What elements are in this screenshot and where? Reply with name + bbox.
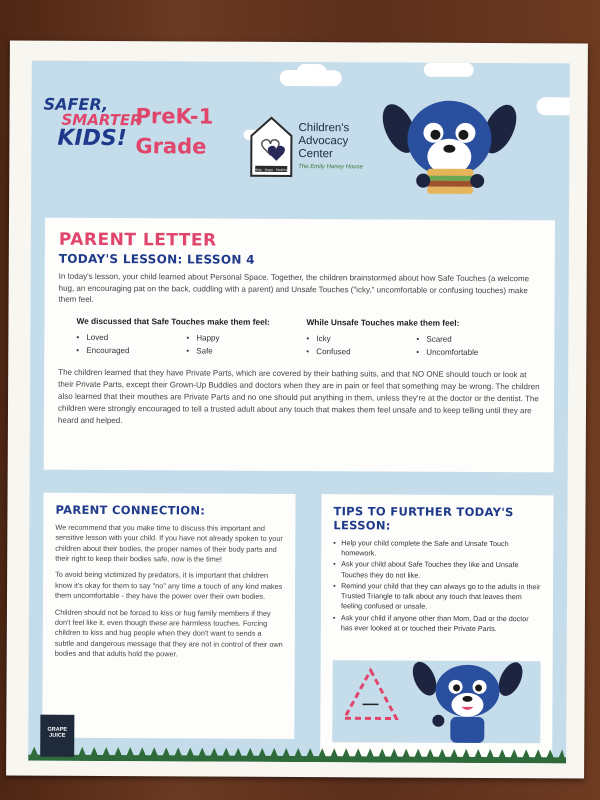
list-item: • Help your child complete the Safe and Unsafe Touch homework. xyxy=(333,538,541,560)
tips-panel xyxy=(320,494,553,763)
grass-border xyxy=(28,741,566,764)
cloud-icon xyxy=(297,64,327,80)
list-item: • Encouraged xyxy=(76,344,186,357)
cloud-icon xyxy=(424,63,474,77)
safe-list-1 xyxy=(76,332,186,358)
unsafe-list-1 xyxy=(306,333,416,359)
safer-smarter-kids-logo: SAFER, SMARTER KIDS! xyxy=(43,94,142,152)
tips-list xyxy=(333,538,541,634)
org-name: Children's Advocacy Center The Emily Haney House xyxy=(298,122,363,170)
printed-sheet xyxy=(6,40,588,778)
trusted-triangle-illustration xyxy=(332,660,540,743)
lesson-heading: TODAY'S LESSON: LESSON 4 xyxy=(58,251,255,267)
house-logo-icon xyxy=(249,116,293,178)
list-item: • Icky xyxy=(306,333,416,346)
safe-touches-column: We discussed that Safe Touches make them feel: • Loved • Encouraged • Happy • Safe xyxy=(76,316,306,359)
unsafe-list-2 xyxy=(416,333,526,359)
feelings-columns xyxy=(58,316,540,360)
triangle-and-dog-icon xyxy=(332,660,540,743)
list-item: • Scared xyxy=(416,333,526,346)
list-item: • Safe xyxy=(186,345,296,358)
list-item: • Happy xyxy=(186,332,296,345)
worksheet-background xyxy=(28,61,570,764)
list-item: • Remind your child that they can always go to the adults in their Trusted Triangle to talk about any touch that leaves them feeling confused or unsafe. xyxy=(333,581,541,613)
list-item: • Confused xyxy=(306,346,416,359)
parent-letter-title: PARENT LETTER xyxy=(58,229,217,251)
tips-title: TIPS TO FURTHER TODAY'S LESSON: xyxy=(333,504,514,533)
connection-paragraph-2: To avoid being victimized by predators, it is important that children know it's okay for them to say "no" any time a touch of any kind makes them uncomfortable - they have the power over their own bodies. xyxy=(54,570,283,601)
body-paragraph: The children learned that they have Private Parts, which are covered by their bathing suits, and that NO ONE should touch or look at their Private Parts, except their Grown-Up Buddies and doctors when they are in pain or feel that something may be wrong. The children also learned that their mouthes are Private Parts and no one should put anything in them, unless they're at the doctor or the dentist. The children were strongly encouraged to tell a trusted adult about any touch that makes them feel unsafe and to keep telling until they are heard and helped. xyxy=(57,368,540,426)
grade-label: PreK-1 Grade xyxy=(135,104,214,159)
parent-connection-panel xyxy=(42,493,295,739)
svg-text:Help · Hope · Healing: Help · Hope · Healing xyxy=(254,167,289,172)
parent-letter-panel xyxy=(44,218,555,473)
dog-mascot-icon xyxy=(381,98,517,209)
connection-paragraph-3: Children should not be forced to kiss or hug family members if they don't feel like it, even though these are harmless touches. Forcing children to kiss and hug people when they don't want to sends a subtle and dangerous message that they are not in control of their own bodies and that adults hold the power. xyxy=(54,607,283,659)
list-item: • Ask your child about Safe Touches they like and Unsafe Touches they do not like. xyxy=(333,560,541,582)
juice-box-icon: GRAPE JUICE xyxy=(40,715,74,757)
childrens-advocacy-center-logo xyxy=(249,116,363,179)
intro-paragraph: In today's lesson, your child learned about Personal Space. Together, the children brainstormed about how Safe Touches (a welcome hug, an encouraging pat on the back, cuddling with a parent) and Unsafe Touches ("icky," uncomfortable or confusing touches) make them feel. xyxy=(58,271,530,305)
cloud-icon xyxy=(537,97,570,115)
connection-paragraph-1: We recommend that you make time to discuss this important and sensitive lesson with your child. If you have not already spoken to your children about their bodies, the proper names of their body parts and their right to keep their bodies safe, now is the time! xyxy=(55,522,283,564)
list-item: • Uncomfortable xyxy=(416,346,526,359)
unsafe-touches-column: While Unsafe Touches make them feel: • Icky • Confused • Scared • Uncomfortable xyxy=(306,317,536,360)
safe-list-2 xyxy=(186,332,296,358)
list-item: • Ask your child if anyone other than Mom, Dad or the doctor has ever looked at or touched their Private Parts. xyxy=(333,613,541,635)
parent-connection-title: PARENT CONNECTION: xyxy=(55,502,206,518)
list-item: • Loved xyxy=(76,332,186,345)
